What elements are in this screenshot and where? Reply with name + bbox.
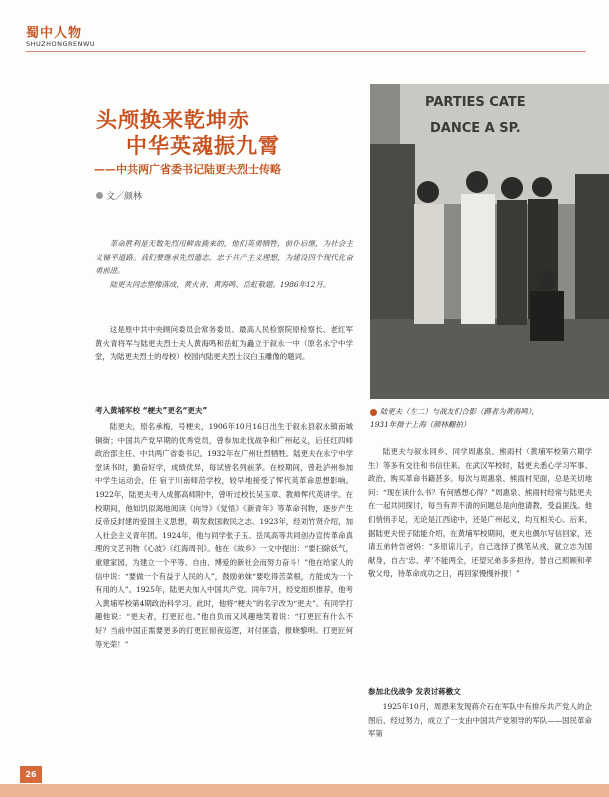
caption-bullet-icon xyxy=(370,409,377,416)
photo-banner-text-2: DANCE A SP. xyxy=(430,121,521,136)
photo-caption xyxy=(370,405,600,431)
section-1-heading-block xyxy=(95,405,353,416)
article-subtitle: ——中共两广省委书记陆更夫烈士传略 xyxy=(94,163,281,176)
section-2-body xyxy=(368,700,592,741)
section-2-heading-block xyxy=(368,686,592,697)
intro-paragraph: 这是原中共中央顾问委员会常务委员、最高人民检察院原检察长、老红军黄火青将军与陆更夫烈士夫人黄海鸣和岳虹为矗立于叙永一中（原名永宁中学堂，为陆更夫烈士的母校）校园内陆更夫烈士汉白玉雕像的题词。 xyxy=(95,325,353,362)
article-title-line-1: 头颅换来乾坤赤 xyxy=(96,108,250,132)
article-title-line-2: 中华英魂振九霄 xyxy=(126,134,280,158)
author-byline xyxy=(96,189,142,202)
section-1-paragraph: 陆更夫，原名承梅，号梗夫，1906年10月16日出生于叙永县叙永镇南城铜街；中国共产党早期的优秀党员，曾参加北伐战争和广州起义，后任红四师政治部主任、中共两广省委书记。1932年在广州壮烈牺牲。陆更夫在永宁中学堂读书时，勤奋好学，成绩优异，每试皆名列前茅。在校期间，曾赴泸州参加中学生运动会，任 宿于川南师范学校，较早地接受了恽代英革命思想影响。1922年，陆更夫考入成都高师附中，曾听过校长吴玉章、教师恽代英讲学。在校期间，他如饥似渴地阅读《向导》《觉悟》《新青年》等革命刊物，逐步产生反帝反封建的爱国主义思想，萌发救国救民之志。1923年，经刘竹贤介绍，加入社会主义青年团。1924年，他与同学张子玉、岳凤高等共同创办宣传革命真理的文艺刊物《心波》《红海周刊》。他在《故乡》一文中提出：“要扫除妖气，重建家园，为建立一个平等、自由、博爱的新社会而努力奋斗！”他在给家人的信中说：“要做一个有益于人民的人”，鼓励弟妹“要吃得苦菜根，方能成为一个有用的人”。1925年，陆更夫加入中国共产党。同年7月，经党组织推荐，他考入黄埔军校第4期政治科学习。此时，他将“梗夫”的名字改为“更夫”。有同学打趣他说：“更夫者，打更匠也。”他自负而又风趣地笑着说：“打更匠有什么不好？当前中国正需要更多的打更匠彻夜巡逻，对付匪盗，报晓黎明。打更匠何等光荣！” xyxy=(95,422,353,649)
right-column-body xyxy=(368,445,592,581)
photo-illustration xyxy=(370,84,609,399)
section-2-paragraph: 1925年10月，周恩来发现蒋介石在军队中有排斥共产党人的企图后，经过努力，成立了一支由中国共产党领导的军队——国民革命军第 xyxy=(368,702,592,739)
inscription-block xyxy=(95,237,353,291)
historical-photo xyxy=(370,84,609,399)
section-1-body xyxy=(95,420,353,760)
header-divider xyxy=(26,51,586,52)
photo-banner-text-1: PARTIES CATE xyxy=(425,95,526,110)
intro-paragraph-block xyxy=(95,323,353,364)
author-name: 文／颜林 xyxy=(106,192,143,202)
footer-band xyxy=(0,784,609,797)
section-1-heading: 考入黄埔军校 “梗夫”更名“更夫” xyxy=(95,406,208,415)
inscription-text: 革命胜利是无数先烈用鲜血换来的，他们英勇牺牲，前仆后继，为社会主义铺平道路。我们要继承先烈遗志，忠于共产主义理想，为建设四个现代化奋勇前进。 xyxy=(95,239,353,276)
column-pinyin: SHUZHONGRENWU xyxy=(26,40,96,48)
section-2-heading: 参加北伐战争 发表讨蒋檄文 xyxy=(368,687,461,696)
caption-line-2: 1931年摄于上海（颜林翻拍） xyxy=(370,420,471,429)
page-number: 26 xyxy=(20,766,42,783)
column-name: 蜀中人物 xyxy=(26,26,83,41)
inscription-signature: 陆更夫同志塑像落成，黄火青、黄海鸣、岳虹敬题。1986年12月。 xyxy=(109,279,331,289)
caption-line-1: 陆更夫（左二）与战友们合影（蹲者为黄海鸣）， xyxy=(380,407,539,416)
bullet-icon xyxy=(96,192,103,199)
right-column-paragraph: 陆更夫与叙永同乡、同学周惠泉、熊雨村（黄埔军校第六期学生）等多有交往和书信往来。在武汉军校时，陆更夫悉心学习军事、政治，购买革命书籍甚多。每次与周惠泉、熊雨村见面，总是关切地问：“现在读什么书？有何感想心得？”周惠泉、熊雨村经常与陆更夫在一起共同探讨，每当有弄不清的问题总是向他请教，受益匪浅。他们悄悄手足，无论是江西途中，还是广州起义，均互相关心。后来，据陆更夫侄子陆能介绍，在黄埔军校期间，更夫也偶尔写信回家，还请五弟转告爸妈：“多原谅儿子，自己选择了携笔从戎，就立志为国献身，自古‘忠、孝’不能两全，还望兄弟多多担待，替自己照顾和孝敬父母，待革命成功之日，再回家慢慢补报！” xyxy=(368,447,592,579)
